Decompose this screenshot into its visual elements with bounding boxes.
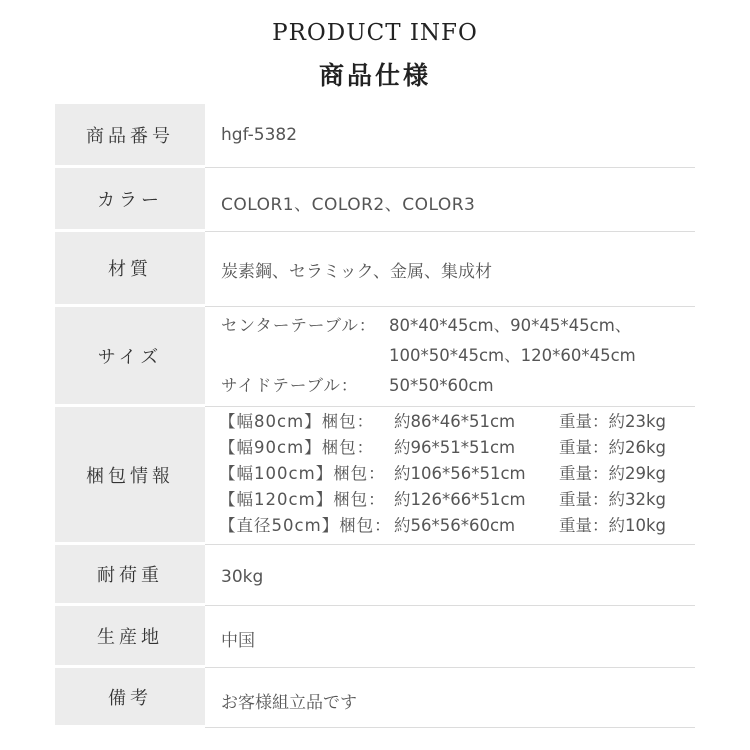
packing-line — [219, 461, 695, 487]
spec-label-color: カラー — [55, 168, 205, 232]
size-center-line — [221, 311, 695, 341]
size-center-value-1: 80*40*45cm、90*45*45cm、 — [389, 316, 632, 335]
spec-row-notes — [55, 668, 695, 728]
size-side-value: 50*50*60cm — [389, 376, 494, 395]
spec-row-color — [55, 168, 695, 232]
spec-label-size: サイズ — [55, 307, 205, 407]
spec-value-material: 炭素鋼、セラミック、金属、集成材 — [221, 262, 492, 282]
packing-dims: 約126*66*51cm — [394, 490, 526, 509]
packing-line — [219, 487, 695, 513]
packing-dims: 約96*51*51cm — [394, 438, 516, 457]
packing-dims: 約106*56*51cm — [394, 464, 526, 483]
size-center-key: センターテーブル： — [221, 316, 377, 335]
packing-line — [219, 513, 695, 539]
packing-key: 【幅80cm】梱包： — [219, 412, 375, 431]
packing-key: 【幅90cm】梱包： — [219, 438, 375, 457]
size-side-key: サイドテーブル： — [221, 376, 359, 395]
packing-key: 【幅100cm】梱包： — [219, 464, 386, 483]
spec-value-packing — [205, 407, 695, 545]
spec-row-product-no — [55, 104, 695, 168]
spec-label-origin: 生産地 — [55, 606, 205, 668]
spec-label-packing: 梱包情報 — [55, 407, 205, 545]
spec-label-product-no: 商品番号 — [55, 104, 205, 168]
spec-table — [55, 104, 695, 728]
size-side-line — [221, 371, 695, 401]
spec-row-size — [55, 307, 695, 407]
spec-value-size — [205, 307, 695, 407]
spec-label-load: 耐荷重 — [55, 545, 205, 606]
packing-weight: 重量：約32kg — [559, 490, 667, 509]
spec-value-notes: お客様組立品です — [221, 693, 357, 713]
packing-weight: 重量：約23kg — [559, 412, 667, 431]
packing-weight: 重量：約29kg — [559, 464, 667, 483]
page-title-english: PRODUCT INFO — [272, 20, 478, 46]
packing-weight: 重量：約26kg — [559, 438, 667, 457]
spec-value-product-no: hgf-5382 — [221, 125, 298, 145]
packing-dims: 約56*56*60cm — [394, 516, 516, 535]
packing-key: 【幅120cm】梱包： — [219, 490, 386, 509]
spec-row-load — [55, 545, 695, 606]
spec-value-origin: 中国 — [221, 631, 255, 651]
spec-label-material: 材質 — [55, 232, 205, 307]
spec-row-origin — [55, 606, 695, 668]
packing-line — [219, 435, 695, 461]
packing-key: 【直径50cm】梱包： — [219, 516, 392, 535]
spec-value-load: 30kg — [221, 567, 264, 587]
packing-line — [219, 409, 695, 435]
packing-dims: 約86*46*51cm — [394, 412, 516, 431]
packing-weight: 重量：約10kg — [559, 516, 667, 535]
spec-label-notes: 備考 — [55, 668, 205, 728]
spec-row-packing — [55, 407, 695, 545]
page-title: 商品仕様 — [318, 61, 431, 90]
spec-row-material — [55, 232, 695, 307]
spec-value-color: COLOR1、COLOR2、COLOR3 — [221, 195, 476, 215]
size-center-value-2: 100*50*45cm、120*60*45cm — [389, 346, 636, 365]
